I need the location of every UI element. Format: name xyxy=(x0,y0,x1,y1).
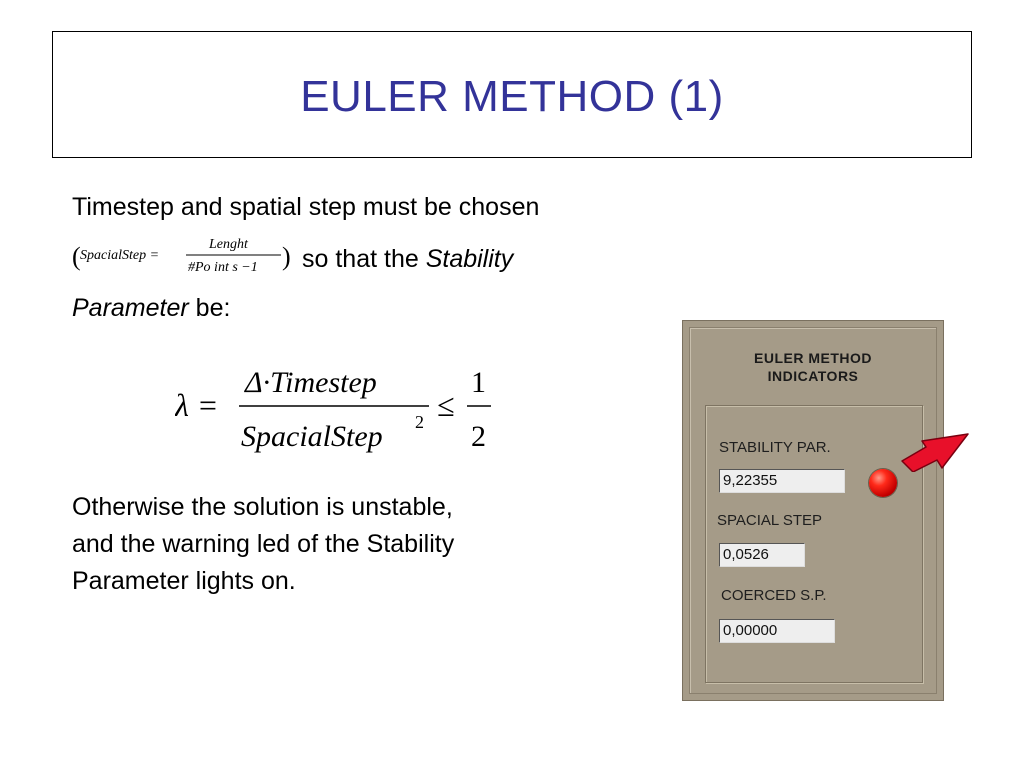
paragraph-italic-text: Stability xyxy=(425,245,514,273)
coerced-sp-field: 0,00000 xyxy=(719,619,835,643)
formula-close-paren: ) xyxy=(282,242,291,271)
paragraph-line: and the warning led of the Stability xyxy=(72,530,455,558)
inline-formula xyxy=(72,232,302,278)
slide-title: EULER METHOD (1) xyxy=(300,72,724,121)
panel-heading-line2: INDICATORS xyxy=(767,368,859,384)
panel-heading-line1: EULER METHOD xyxy=(754,350,872,366)
paragraph-text: so that the xyxy=(302,245,419,273)
red-led-icon xyxy=(869,469,897,497)
formula-lhs: SpacialStep = xyxy=(80,248,160,263)
paragraph-line-2 xyxy=(302,244,513,274)
spacial-step-label: SPACIAL STEP xyxy=(717,512,823,529)
formula-numerator: Lenght xyxy=(209,237,248,252)
formula-numerator: Δ·Timestep xyxy=(245,366,377,399)
formula-lambda: λ = xyxy=(175,387,219,423)
formula-denominator: #Po int s −1 xyxy=(188,260,258,275)
paragraph-line: Parameter lights on. xyxy=(72,567,296,595)
coerced-sp-label: COERCED S.P. xyxy=(721,587,827,604)
stability-formula xyxy=(175,362,505,467)
paragraph-line: Otherwise the solution is unstable, xyxy=(72,493,453,521)
formula-rhs-denominator: 2 xyxy=(471,420,486,453)
formula-open-paren: ( xyxy=(72,242,81,271)
panel-heading xyxy=(683,349,943,385)
formula-denominator: SpacialStep xyxy=(241,420,383,453)
spacial-step-field: 0,0526 xyxy=(719,543,805,567)
paragraph-line: Timestep and spatial step must be chosen xyxy=(72,193,540,221)
paragraph-text: be: xyxy=(195,294,231,322)
formula-relation: ≤ xyxy=(437,387,455,423)
formula-exponent: 2 xyxy=(415,412,424,432)
stability-par-label: STABILITY PAR. xyxy=(719,439,831,456)
stability-par-field: 9,22355 xyxy=(719,469,845,493)
title-box xyxy=(52,31,972,158)
paragraph-line-3 xyxy=(72,293,230,323)
paragraph-italic-text: Parameter xyxy=(72,294,189,322)
formula-rhs-numerator: 1 xyxy=(471,366,486,399)
red-arrow-icon xyxy=(900,428,972,477)
euler-indicators-panel xyxy=(682,320,944,701)
